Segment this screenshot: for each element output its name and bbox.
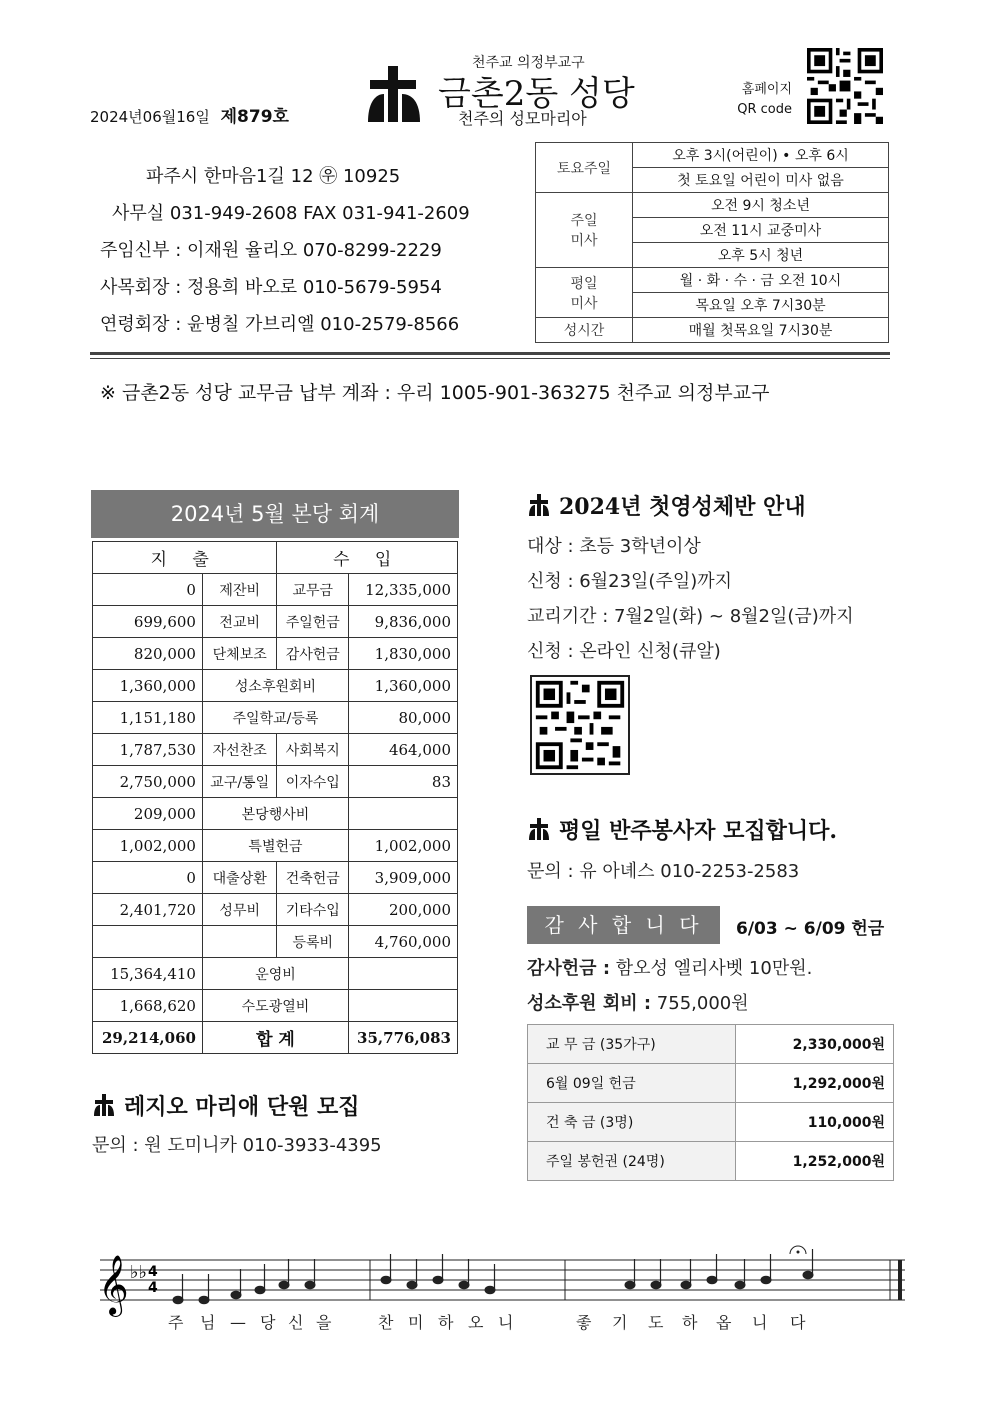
offering-label: 6월 09일 헌금: [528, 1064, 736, 1103]
income-amount: 3,909,000: [349, 862, 458, 894]
expense-label: 단체보조: [202, 638, 277, 670]
accounting-row: [93, 574, 458, 606]
note-head: [761, 1276, 771, 1284]
header-divider: [90, 352, 890, 355]
hymn-lyric: 하: [438, 1313, 454, 1332]
accounting-row: [93, 766, 458, 798]
council-president-contact: 사목회장 : 정용희 바오로 010-5679-5954: [100, 277, 442, 298]
legio-title: 레지오 마리애 단원 모집: [92, 1090, 382, 1121]
hymn-lyric: 주: [168, 1313, 184, 1332]
expense-label: 전교비: [202, 606, 277, 638]
item-label: 수도광열비: [202, 990, 348, 1022]
item-label: 운영비: [202, 958, 348, 990]
income-amount: [349, 798, 458, 830]
income-amount: 1,360,000: [349, 670, 458, 702]
hymn-lyric: 기: [612, 1313, 628, 1332]
expense-label: 제잔비: [202, 574, 277, 606]
weekday-mass-1: 월 · 화 · 수 · 금 오전 10시: [633, 268, 889, 293]
first-communion-deadline: 신청 : 6월23일(주일)까지: [527, 571, 733, 592]
note-head: [651, 1281, 661, 1289]
diocese-name: 천주교 의정부교구: [472, 55, 585, 71]
saturday-mass-times: 오후 3시(어린이) • 오후 6시: [633, 143, 889, 168]
income-label: 주일헌금: [277, 606, 349, 638]
sunday-mass-label: 주일 미사: [536, 193, 633, 268]
accounting-row: [93, 606, 458, 638]
accounting-title: 2024년 5월 본당 회계: [91, 490, 459, 538]
total-expense: 29,214,060: [93, 1022, 203, 1054]
hymn-lyric: 을: [316, 1313, 332, 1332]
expense-amount: 209,000: [93, 798, 203, 830]
accounting-row: [93, 958, 458, 990]
note-head: [199, 1296, 209, 1304]
offering-amount: 1,252,000원: [736, 1142, 894, 1181]
income-amount: 1,002,000: [349, 830, 458, 862]
total-label: 합 계: [202, 1022, 348, 1054]
saturday-mass-label: 토요주일: [536, 143, 633, 193]
first-communion-title: 2024년 첫영성체반 안내: [527, 490, 854, 521]
qr-code-label: QR code: [737, 102, 792, 117]
flat-icon: ♭♭: [130, 1262, 147, 1283]
income-label: 건축헌금: [277, 862, 349, 894]
note-head: [407, 1281, 417, 1289]
sunday-mass-1: 오전 9시 청소년: [633, 193, 889, 218]
accounting-row: [93, 670, 458, 702]
parish-logo-icon: [362, 62, 426, 126]
item-label: 본당행사비: [202, 798, 348, 830]
offering-row: [528, 1025, 894, 1064]
header-divider-thin: [90, 358, 890, 359]
thanks-period: 6/03 ~ 6/09 헌금: [736, 919, 885, 939]
hymn-lyric: 찬: [378, 1313, 394, 1332]
weekday-mass-2: 목요일 오후 7시30분: [633, 293, 889, 318]
income-header: 수 입: [277, 542, 458, 574]
note-head: [173, 1296, 183, 1304]
parish-cross-icon: [527, 493, 551, 517]
homepage-qr-code-icon[interactable]: [806, 48, 884, 124]
servers-contact: 문의 : 유 아녜스 010-2253-2583: [527, 861, 800, 882]
income-amount: 200,000: [349, 894, 458, 926]
adoration-time: 매월 첫목요일 7시30분: [633, 318, 889, 343]
note-head: [459, 1281, 469, 1289]
income-amount: 464,000: [349, 734, 458, 766]
expense-label: 대출상환: [202, 862, 277, 894]
expense-label: 자선찬조: [202, 734, 277, 766]
expense-amount: 1,787,530: [93, 734, 203, 766]
note-head: [707, 1276, 717, 1284]
note-head: [681, 1281, 691, 1289]
expense-amount: 2,750,000: [93, 766, 203, 798]
expense-amount: 1,360,000: [93, 670, 203, 702]
parish-cross-icon: [527, 817, 551, 841]
note-head: [803, 1271, 813, 1279]
final-barline: [898, 1260, 902, 1300]
total-income: 35,776,083: [349, 1022, 458, 1054]
pastor-contact: 주임신부 : 이재원 율리오 070-8299-2229: [100, 240, 442, 261]
bulletin-date: 2024년06월16일: [90, 108, 210, 126]
first-communion-target: 대상 : 초등 3학년이상: [527, 536, 701, 557]
office-phone: 사무실 031-949-2608 FAX 031-941-2609: [112, 203, 470, 224]
income-label: 기타수입: [277, 894, 349, 926]
homepage-label: 홈페이지: [741, 82, 792, 97]
offering-amount: 1,292,000원: [736, 1064, 894, 1103]
hymn-staff: [90, 1240, 910, 1340]
note-head: [433, 1276, 443, 1284]
expense-amount: 1,668,620: [93, 990, 203, 1022]
accounting-row: [93, 926, 458, 958]
adoration-label: 성시간: [536, 318, 633, 343]
accounting-row: [93, 862, 458, 894]
thanks-gift-line: 감사헌금 : 함오성 엘리사벳 10만원.: [527, 958, 813, 979]
first-communion-period: 교리기간 : 7월2일(화) ~ 8월2일(금)까지: [527, 606, 854, 627]
hymn-lyric: 좋: [576, 1313, 592, 1332]
sunday-mass-2: 오전 11시 교중미사: [633, 218, 889, 243]
income-amount: [349, 958, 458, 990]
offering-row: [528, 1142, 894, 1181]
thanks-banner: 감 사 합 니 다: [527, 906, 720, 944]
income-amount: 83: [349, 766, 458, 798]
hymn-lyric: 다: [790, 1313, 806, 1332]
expense-amount: 1,002,000: [93, 830, 203, 862]
weekday-mass-label: 평일 미사: [536, 268, 633, 318]
note-head: [305, 1281, 315, 1289]
income-amount: 4,760,000: [349, 926, 458, 958]
hymn-lyric: 님: [200, 1313, 216, 1332]
parish-address: 파주시 한마음1길 12 ㉾ 10925: [146, 166, 401, 187]
income-amount: 80,000: [349, 702, 458, 734]
item-label: 주일학교/등록: [202, 702, 348, 734]
hymn-lyric: —: [230, 1313, 246, 1332]
hymn-lyric: 하: [682, 1313, 698, 1332]
expense-header: 지 출: [93, 542, 277, 574]
expense-amount: 15,364,410: [93, 958, 203, 990]
expense-label: [202, 926, 277, 958]
offering-amount: 2,330,000원: [736, 1025, 894, 1064]
hymn-lyric: 도: [648, 1313, 664, 1332]
income-amount: 12,335,000: [349, 574, 458, 606]
income-amount: 1,830,000: [349, 638, 458, 670]
accounting-row: [93, 990, 458, 1022]
hymn-lyric: 미: [408, 1313, 424, 1332]
application-qr-code-icon[interactable]: [530, 675, 630, 775]
note-head: [381, 1276, 391, 1284]
offering-label: 건 축 금 (3명): [528, 1103, 736, 1142]
hymn-lyric: 니: [498, 1313, 514, 1332]
expense-amount: 1,151,180: [93, 702, 203, 734]
treble-clef-icon: 𝄞: [98, 1255, 129, 1315]
offering-label: 교 무 금 (35가구): [528, 1025, 736, 1064]
note-head: [279, 1281, 289, 1289]
patron-name: 천주의 성모마리아: [458, 109, 587, 128]
expense-amount: 0: [93, 862, 203, 894]
accounting-table: [92, 541, 458, 1054]
item-label: 특별헌금: [202, 830, 348, 862]
hymn-lyric: 당: [260, 1313, 276, 1332]
accounting-row: [93, 702, 458, 734]
time-signature-bottom: 4: [148, 1280, 158, 1296]
vocation-dues-line: 성소후원 회비 : 755,000원: [527, 993, 749, 1014]
note-head: [255, 1286, 265, 1294]
offering-amount: 110,000원: [736, 1103, 894, 1142]
saturday-mass-note: 첫 토요일 어린이 미사 없음: [633, 168, 889, 193]
income-label: 이자수입: [277, 766, 349, 798]
expense-amount: 699,600: [93, 606, 203, 638]
expense-amount: 0: [93, 574, 203, 606]
item-label: 성소후원회비: [202, 670, 348, 702]
expense-label: 교구/통일: [202, 766, 277, 798]
note-head: [485, 1286, 495, 1294]
account-notice: ※ 금촌2동 성당 교무금 납부 계좌 : 우리 1005-901-363275 천주교 의정부교구: [100, 382, 770, 404]
issue-number: 제879호: [220, 107, 289, 127]
servers-title: 평일 반주봉사자 모집합니다.: [527, 814, 837, 845]
elder-president-contact: 연령회장 : 윤병칠 가브리엘 010-2579-8566: [100, 314, 460, 335]
income-label: 교무금: [277, 574, 349, 606]
offering-row: [528, 1103, 894, 1142]
time-signature-top: 4: [148, 1264, 158, 1280]
accounting-row: [93, 638, 458, 670]
note-head: [735, 1281, 745, 1289]
expense-label: 성무비: [202, 894, 277, 926]
hymn-lyric: 신: [288, 1313, 304, 1332]
income-label: 감사헌금: [277, 638, 349, 670]
mass-schedule-table: [535, 142, 889, 343]
income-amount: [349, 990, 458, 1022]
offering-label: 주일 봉헌권 (24명): [528, 1142, 736, 1181]
accounting-row: [93, 894, 458, 926]
offering-row: [528, 1064, 894, 1103]
income-label: 사회복지: [277, 734, 349, 766]
parish-name: 금촌2동 성당: [438, 74, 635, 114]
sunday-mass-3: 오후 5시 청년: [633, 243, 889, 268]
accounting-row: [93, 734, 458, 766]
income-amount: 9,836,000: [349, 606, 458, 638]
expense-amount: 820,000: [93, 638, 203, 670]
parish-cross-icon: [92, 1093, 116, 1117]
accounting-row: [93, 830, 458, 862]
hymn-lyric: 옵: [716, 1313, 732, 1332]
accounting-row: [93, 798, 458, 830]
first-communion-apply: 신청 : 온라인 신청(큐알): [527, 641, 721, 662]
hymn-lyric: 오: [468, 1313, 484, 1332]
income-label: 등록비: [277, 926, 349, 958]
expense-amount: 2,401,720: [93, 894, 203, 926]
note-head: [231, 1291, 241, 1299]
hymn-lyric: 니: [752, 1313, 768, 1332]
legio-contact: 문의 : 원 도미니카 010-3933-4395: [92, 1135, 382, 1156]
expense-amount: [93, 926, 203, 958]
offering-summary-table: [527, 1024, 894, 1181]
note-head: [625, 1281, 635, 1289]
